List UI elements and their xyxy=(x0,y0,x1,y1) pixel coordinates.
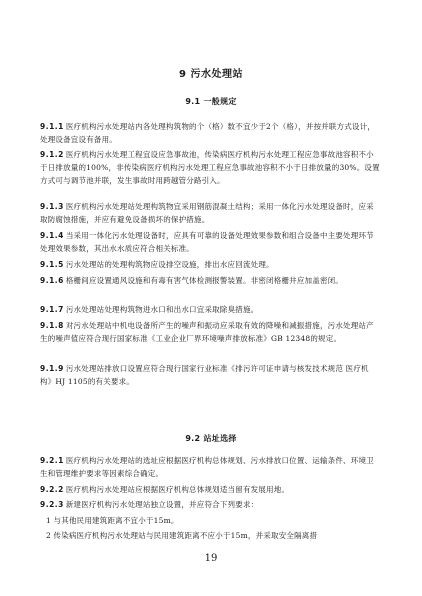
clause-number: 9.2.2 xyxy=(40,485,64,494)
clause-9-1-5 xyxy=(40,258,380,271)
clause-number: 9.1.7 xyxy=(40,305,64,314)
clause-9-2-2 xyxy=(40,483,380,496)
clause-9-2-1 xyxy=(40,454,380,480)
clause-9-1-4 xyxy=(40,229,380,255)
clause-number: 9.2.3 xyxy=(40,500,64,509)
clause-9-1-6 xyxy=(40,274,380,287)
clause-9-2-3 xyxy=(40,498,380,511)
section-title-9-2: 9.2 站址选择 xyxy=(185,434,237,443)
clause-9-1-8 xyxy=(40,319,380,345)
clause-9-1-1 xyxy=(40,120,380,146)
clause-text: 医疗机构污水处理站处理构筑物宜采用钢筋混凝土结构；采用一体化污水处理设备时，应采取防腐蚀措施，并应有避免设备损坏的保护措施。 xyxy=(40,202,374,225)
clause-number: 9.1.6 xyxy=(40,276,64,285)
clause-text: 医疗机构污水处理工程宜设应急事故池，传染病医疗机构污水处理工程应急事故池容积不小于日排放量的100%，非传染病医疗机构污水处理工程应急事故池容积不小于日排放量的30%。设置方式可与调节池并联，发生事故时用跨越管分路引入。 xyxy=(40,150,380,186)
clause-number: 9.1.4 xyxy=(40,231,64,240)
list-item: 1 与其他民用建筑距离不宜小于15m。 xyxy=(46,516,179,525)
list-item: 2 传染病医疗机构污水处理站与民用建筑距离不应小于15m，并采取安全隔离措 xyxy=(46,531,318,540)
clause-number: 9.1.1 xyxy=(40,122,64,131)
clause-number: 9.1.3 xyxy=(40,202,64,211)
clause-text: 新建医疗机构污水处理站独立设置，并应符合下列要求： xyxy=(65,500,259,509)
clause-9-1-7 xyxy=(40,303,380,316)
clause-text: 污水处理站的处理构筑物应设排空设施，排出水应回流处理。 xyxy=(65,260,274,269)
section-title-9-1: 9.1 一般规定 xyxy=(185,97,237,106)
clause-number: 9.1.8 xyxy=(40,321,64,330)
clause-number: 9.1.9 xyxy=(40,364,64,373)
clause-text: 格栅间应设置通风设施和有毒有害气体检测报警装置。非密闭格栅井应加盖密闭。 xyxy=(65,276,344,285)
clause-9-1-3 xyxy=(40,200,380,226)
clause-text: 对污水处理站中机电设备所产生的噪声和振动应采取有效的降噪和减振措施，污水处理站产生的噪声值应符合现行国家标准《工业企业厂界环境噪声排放标准》GB 12348的规定。 xyxy=(40,321,374,344)
clause-text: 污水处理站排放口设置应符合现行国家行业标准《排污许可证申请与核发技术规范 医疗机构》HJ 1105的有关要求。 xyxy=(40,364,369,387)
clause-number: 9.1.2 xyxy=(40,150,64,159)
clause-number: 9.1.5 xyxy=(40,260,64,269)
chapter-title: 9 污水处理站 xyxy=(179,69,243,80)
clause-number: 9.2.1 xyxy=(40,456,64,465)
clause-9-1-9 xyxy=(40,362,380,388)
page-number: 19 xyxy=(204,553,218,564)
clause-9-1-2 xyxy=(40,148,380,188)
clause-text: 当采用一体化污水处理设备时，应具有可靠的设备处理效果参数和组合设备中主要处理环节处理效果参数，其出水水质应符合相关标准。 xyxy=(40,231,374,254)
clause-text: 医疗机构污水处理站内各处理构筑物的个（格）数不宜少于2个（格），并按并联方式设计，处理设备宜设有备用。 xyxy=(40,122,376,145)
clause-text: 污水处理站处理构筑物进水口和出水口宜采取除臭措施。 xyxy=(65,305,259,314)
clause-text: 医疗机构污水处理站的选址应根据医疗机构总体规划、污水排放口位置、运输条件、环境卫生和管理维护要求等因素综合确定。 xyxy=(40,456,374,479)
clause-text: 医疗机构污水处理站应根据医疗机构总体规划适当留有发展用地。 xyxy=(65,485,290,494)
